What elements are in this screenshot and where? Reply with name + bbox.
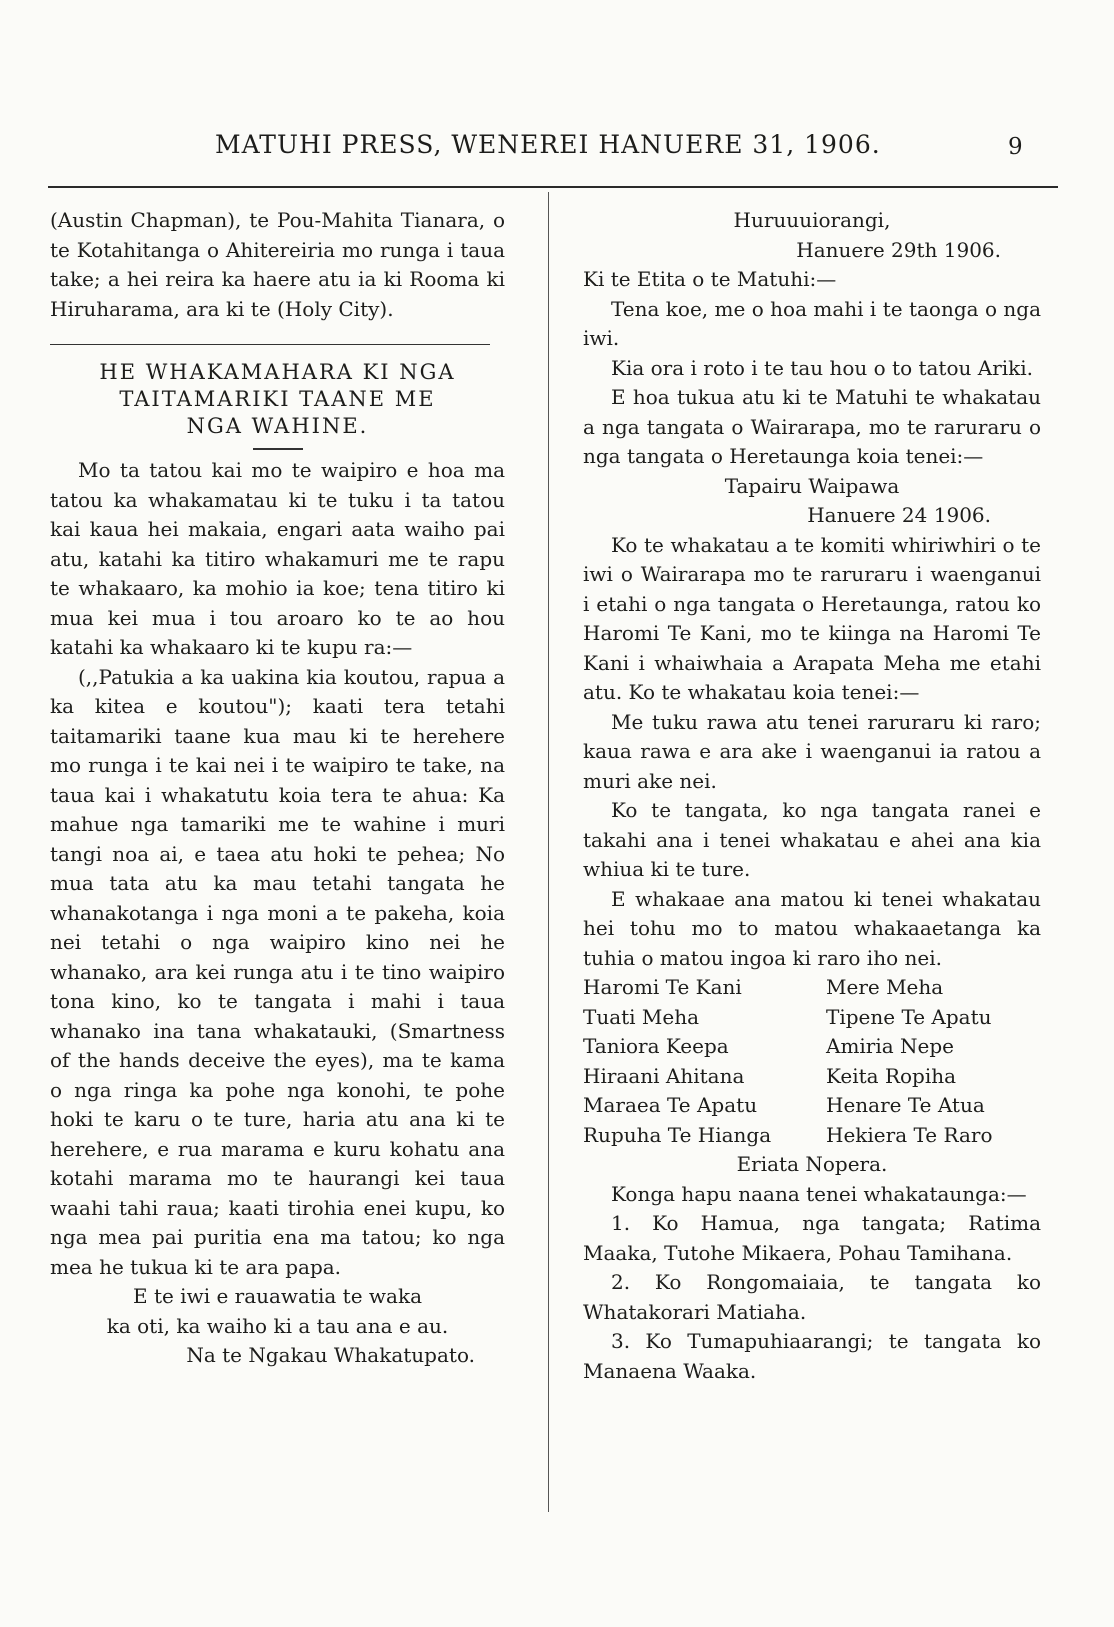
heading-line-3: NGA WAHINE. [186,414,369,438]
left-column [50,206,505,1371]
signatory: Tuati Meha [583,1004,700,1029]
list-item-2: 2. Ko Rongomaiaia, te tangata ko Whatakorari Matiaha. [583,1270,1041,1324]
signatory: Keita Ropiha [826,1063,957,1088]
signatory: Taniora Keepa [583,1034,729,1058]
letter-paragraph-6: Ko te tangata, ko nga tangata ranei e takahi ana i tenei whakatau e ahei ana kia whiua ki te ture. [583,798,1041,881]
letter-paragraph-8: Konga hapu naana tenei whakataunga:— [611,1181,1027,1206]
heading-rule [253,448,303,450]
letter-paragraph-2: Kia ora i roto i te tau hou o to tatou Ariki. [611,355,1034,380]
header-rule [48,186,1058,188]
list-item-1: 1. Ko Hamua, nga tangata; Ratima Maaka, Tutohe Mikaera, Pohau Tamihana. [583,1211,1041,1265]
page-header [0,126,1114,170]
masthead-title: MATUHI PRESS, WENEREI HANUERE 31, 1906. [215,130,881,159]
signatory-last: Eriata Nopera. [736,1152,888,1176]
left-paragraph-2: Mo ta tatou kai mo te waipiro e hoa ma tatou ka whakamatau ki te tuku i ta tatou kai kaua hei makaia, engari aata waiho pai atu, katahi ka titiro whakamuri me te rapu te whakaaro, ka mohio ia koe; tena titiro ki mua kei mua i tou aroaro ko te ao hou katahi ka whakaaro ki te kupu ra:— [50,458,505,659]
letter-paragraph-5: Me tuku rawa atu tenei raruraru ki raro; kaua rawa e ara ake i waenganui ia ratou a muri ake nei. [583,709,1041,793]
verse-line-1: E te iwi e rauawatia te waka [132,1284,422,1308]
letter-salutation: Ki te Etita o te Matuhi:— [583,267,837,291]
letter-paragraph-7: E whakaae ana matou ki tenei whakatau hei tohu mo to matou whakaaetanga ka tuhia o matou ingoa ki raro iho nei. [583,886,1041,970]
signatory: Hekiera Te Raro [826,1122,993,1147]
left-paragraph-1: (Austin Chapman), te Pou-Mahita Tianara, o te Kotahitanga o Ahitereiria mo runga i taua take; a hei reira ka haere atu ia ki Rooma ki Hiruharama, ara ki te (Holy City). [50,208,505,321]
column-divider [548,192,549,1512]
article-heading [50,359,505,440]
signatory: Amiria Nepe [826,1034,955,1058]
resolution-place: Tapairu Waipawa [724,473,900,498]
signatory: Tipene Te Apatu [826,1004,992,1029]
letter-paragraph-4: Ko te whakatau a te komiti whiriwhiri o te iwi o Wairarapa mo te raruraru i waenganui i etahi o nga tangata o Heretaunga, ratou ko Haromi Te Kani, mo te kiinga na Haromi Te Kani i whaiwhaia a Arapata Meha me etahi atu. Ko te whakatau koia tenei:— [583,532,1041,704]
letter-place: Huruuuiorangi, [733,208,891,232]
letter-paragraph-3: E hoa tukua atu ki te Matuhi te whakatau a nga tangata o Wairarapa, mo te raruraru o nga tangata o Heretaunga koia tenei:— [583,385,1041,468]
resolution-date: Hanuere 24 1906. [807,503,991,527]
section-rule [50,344,490,345]
heading-line-2: TAITAMARIKI TAANE ME [119,387,436,411]
signatories-list [583,973,1041,1150]
heading-line-1: HE WHAKAMAHARA KI NGA [99,360,456,384]
left-paragraph-3: (,,Patukia a ka uakina kia koutou, rapua a ka kitea e koutou"); kaati tera tetahi taitamariki taane kua mau ki te herehere mo runga i te kai nei i te waipiro te take, na taua kai i whakatutu koia tera te ahua: Ka mahue nga tamariki me te wahine i muri tangi noa ai, e taea atu hoki te pehea; No mua tata atu ka mau tetahi tangata he whanakotanga i nga moni a te pakeha, koia nei tetahi o nga waipiro kino nei he whanako, ara kei runga atu i te tino waipiro tona kino, ko te tangata i mahi i taua whanako ina tana whakatauki, (Smartness of the hands deceive the eyes), ma te kama o nga ringa ka pohe nga konohi, te pohe hoki te karu o te ture, haria atu ana ki te herehere, e rua marama e kuru kohatu ana kotahi marama mo te haurangi kei taua waahi tahi raua; kaati tirohia enei kupu, ko nga mea pai puritia ena ma tatou; ko nga mea he tukua ki te ara papa. [50,664,505,1279]
right-column [583,206,1041,1386]
letter-paragraph-1: Tena koe, me o hoa mahi i te taonga o nga iwi. [583,296,1041,350]
left-signature: Na te Ngakau Whakatupato. [186,1343,475,1367]
signatory: Maraea Te Apatu [583,1093,758,1117]
verse-line-2: ka oti, ka waiho ki a tau ana e au. [106,1313,449,1338]
letter-date: Hanuere 29th 1906. [796,237,1001,262]
signatory: Mere Meha [826,975,944,999]
list-item-3: 3. Ko Tumapuhiaarangi; te tangata ko Manaena Waaka. [583,1329,1041,1383]
signatory: Henare Te Atua [826,1093,985,1117]
page-number: 9 [1008,134,1023,160]
signatory: Hiraani Ahitana [583,1063,745,1088]
signatory: Rupuha Te Hianga [583,1122,772,1147]
signatory: Haromi Te Kani [583,975,742,999]
